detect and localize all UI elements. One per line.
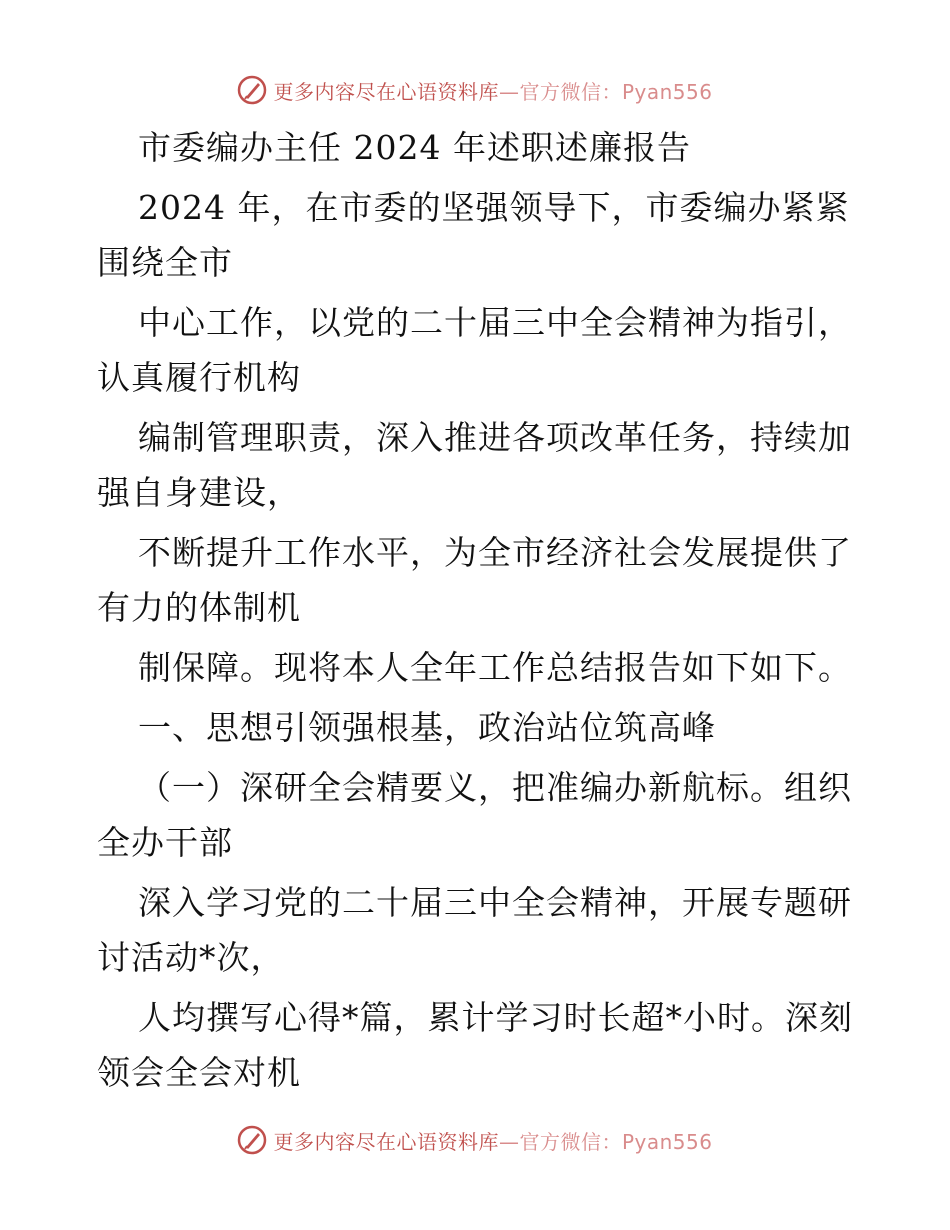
quill-pen-logo-icon [237, 75, 267, 105]
watermark-contact-text: —官方微信：Pyan556 [498, 1129, 713, 1154]
watermark-main-text: 更多内容尽在心语资料库 [273, 1129, 499, 1154]
paragraph-line: 人均撰写心得*篇，累计学习时长超*小时。深刻 [138, 998, 853, 1037]
watermark-contact-text: —官方微信：Pyan556 [498, 79, 713, 104]
paragraph-line: 制保障。现将本人全年工作总结报告如下如下。 [138, 648, 852, 687]
paragraph-line: 2024 年，在市委的坚强领导下，市委编办紧紧 [138, 188, 850, 227]
watermark-main-text: 更多内容尽在心语资料库 [273, 79, 499, 104]
paragraph-line: 中心工作，以党的二十届三中全会精神为指引， [138, 303, 852, 342]
paragraph-line: 围绕全市 [97, 243, 233, 282]
paragraph-line: 认真履行机构 [97, 358, 301, 397]
paragraph-line: 有力的体制机 [97, 588, 301, 627]
header-watermark-banner [0, 70, 950, 110]
watermark-text [273, 1126, 712, 1155]
footer-watermark-banner [0, 1120, 950, 1160]
paragraph-line: 编制管理职责，深入推进各项改革任务，持续加 [138, 418, 852, 457]
subsection-heading: （一）深研全会精要义，把准编办新航标。组织 [138, 768, 852, 807]
paragraph-line: 深入学习党的二十届三中全会精神，开展专题研 [138, 883, 852, 922]
section-heading: 一、思想引领强根基，政治站位筑高峰 [138, 708, 716, 747]
paragraph-line: 领会全会对机 [97, 1053, 301, 1092]
paragraph-line: 讨活动*次， [97, 938, 285, 977]
quill-pen-logo-icon [237, 1125, 267, 1155]
document-title: 市委编办主任 2024 年述职述廉报告 [138, 128, 691, 167]
paragraph-line: 全办干部 [97, 823, 233, 862]
watermark-text [273, 76, 712, 105]
paragraph-line: 不断提升工作水平，为全市经济社会发展提供了 [138, 533, 852, 572]
paragraph-line: 强自身建设， [97, 473, 301, 512]
